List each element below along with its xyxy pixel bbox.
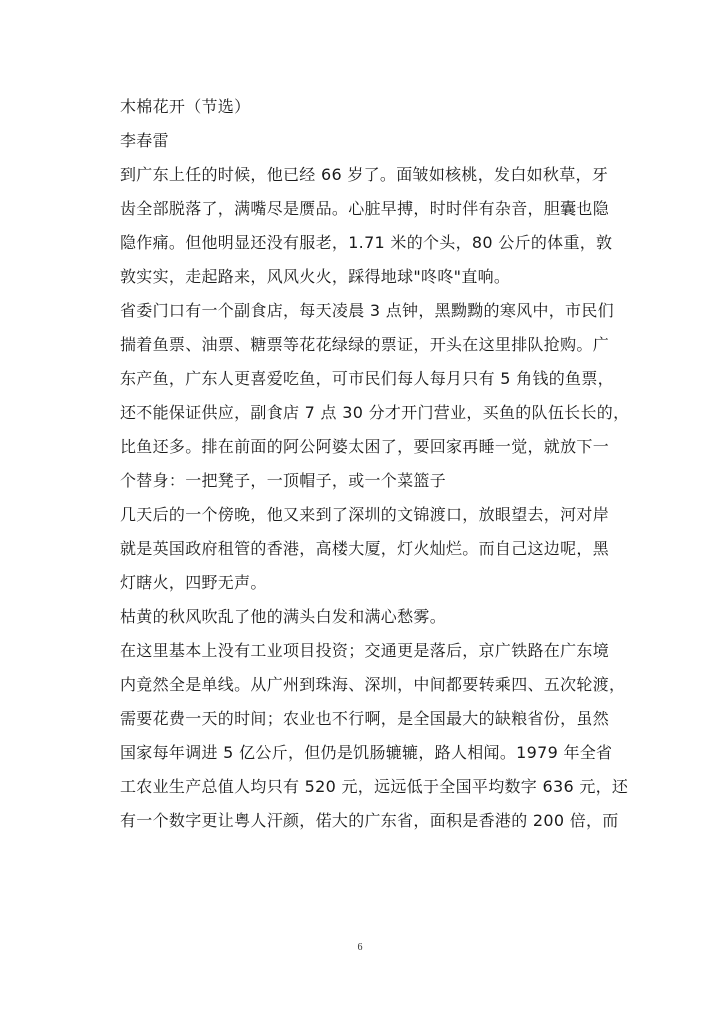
title: 木棉花开（节选） [120,97,251,116]
text-line: 内竟然全是单线。从广州到珠海、深圳，中间都要转乘四、五次轮渡， [120,675,626,694]
text-line: 灯瞎火，四野无声。 [120,573,267,592]
text-line: 几天后的一个傍晚，他又来到了深圳的文锦渡口，放眼望去，河对岸 [120,505,610,524]
text-line: 枯黄的秋风吹乱了他的满头白发和满心愁雾。 [120,607,447,626]
text-line: 还不能保证供应，副食店 7 点 30 分才开门营业，买鱼的队伍长长的， [120,403,630,422]
text-line: 揣着鱼票、油票、糖票等花花绿绿的票证，开头在这里排队抢购。广 [120,335,610,354]
author: 李春雷 [120,131,169,150]
text-line: 省委门口有一个副食店，每天凌晨 3 点钟，黑黝黝的寒风中，市民们 [120,301,614,320]
text-line: 隐作痛。但他明显还没有服老，1.71 米的个头，80 公斤的体重，敦 [120,233,613,252]
text-line: 到广东上任的时候，他已经 66 岁了。面皱如核桃，发白如秋草，牙 [120,165,609,184]
text-line: 就是英国政府租管的香港，高楼大厦，灯火灿烂。而自己这边呢，黑 [120,539,610,558]
page-number: 6 [357,942,363,953]
text-line: 国家每年调进 5 亿公斤，但仍是饥肠辘辘，路人相闻。1979 年全省 [120,743,613,762]
text-line: 敦实实，走起路来，风风火火，踩得地球"咚咚"直响。 [120,267,511,286]
text-line: 东产鱼，广东人更喜爱吃鱼，可市民们每人每月只有 5 角钱的鱼票， [120,369,614,388]
text-line: 需要花费一天的时间；农业也不行啊，是全国最大的缺粮省份，虽然 [120,709,610,728]
text-line: 在这里基本上没有工业项目投资；交通更是落后，京广铁路在广东境 [120,641,610,660]
document-body [120,90,630,838]
text-line: 齿全部脱落了，满嘴尽是赝品。心脏早搏，时时伴有杂音，胆囊也隐 [120,199,610,218]
text-line: 比鱼还多。排在前面的阿公阿婆太困了，要回家再睡一觉，就放下一 [120,437,610,456]
text-line: 工农业生产总值人均只有 520 元，远远低于全国平均数字 636 元，还 [120,777,629,796]
text-line: 有一个数字更让粤人汗颜，偌大的广东省，面积是香港的 200 倍，而 [120,811,619,830]
text-line: 个替身：一把凳子，一顶帽子，或一个菜篮子 [120,471,447,490]
